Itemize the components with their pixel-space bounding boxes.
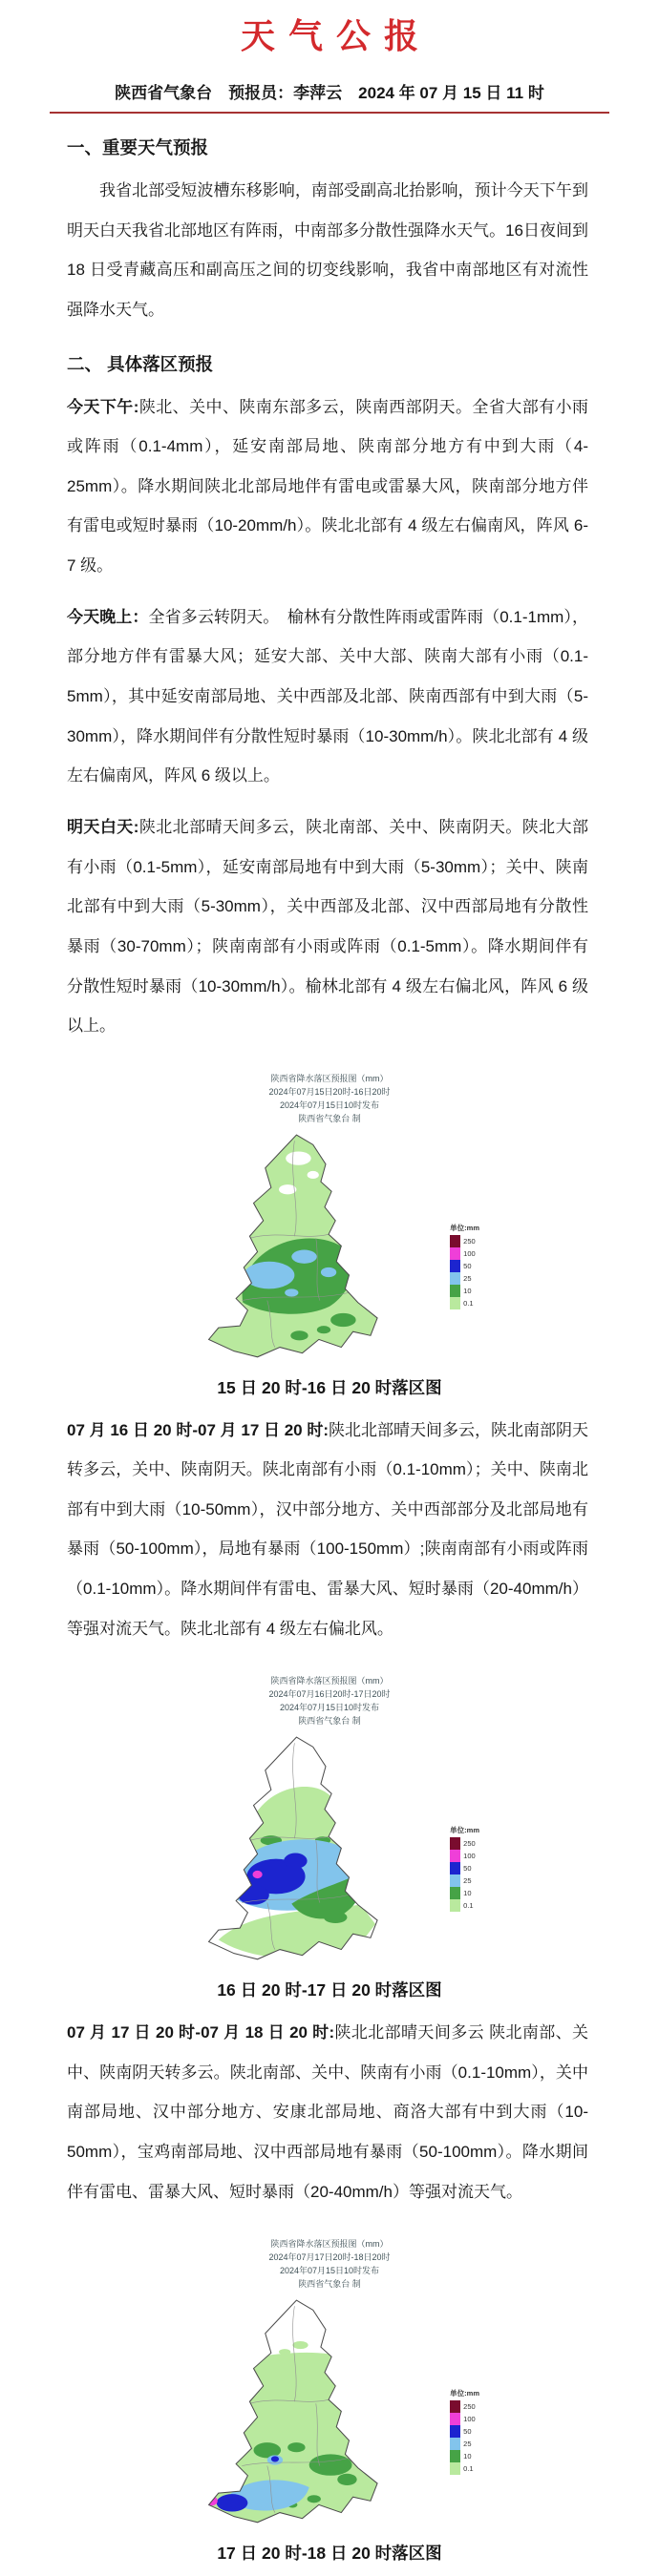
legend-entry	[450, 2462, 479, 2475]
weather-bulletin-document	[0, 10, 659, 2576]
forecast-paragraph-tonight	[67, 597, 588, 796]
legend-color-swatch	[450, 1247, 460, 1260]
forecast-paragraph-this-afternoon	[67, 387, 588, 586]
legend-color-swatch	[450, 1285, 460, 1297]
map-title-line: 2024年07月15日20时-16日20时	[268, 1086, 391, 1097]
map-title-line: 陕西省气象台 制	[298, 2279, 361, 2290]
important-weather-paragraph: 我省北部受短波槽东移影响，南部受副高北抬影响，预计今天下午到明天白天我省北部地区有阵雨，中南部多分散性强降水天气。16日夜间到 18 日受青藏高压和副高压之间的切变线影响，我省中南部地区有对流性强降水天气。	[67, 181, 588, 319]
legend-value-label: 50	[463, 2427, 472, 2437]
legend-entry	[450, 1260, 479, 1272]
paragraph-lead: 今天下午:	[67, 397, 139, 416]
map-title-lines	[0, 1675, 659, 1728]
legend-title: 单位:mm	[450, 1223, 479, 1232]
map-title-line: 2024年07月17日20时-18日20时	[268, 2252, 391, 2263]
map-caption: 15 日 20 时-16 日 20 时落区图	[217, 1377, 442, 1397]
forecast-paragraph-16th-17th	[67, 1411, 588, 1649]
legend-title: 单位:mm	[450, 1826, 479, 1835]
legend-color-swatch	[450, 1874, 460, 1887]
section-heading-important-weather: 一、重要天气预报	[67, 137, 209, 157]
paragraph-text: 陕北北部晴天间多云，陕北南部、关中、陕南阴天。陕北大部有小雨（0.1-5mm），延安南部局地有中到大雨（5-30mm）；关中、陕南北部有中到大雨（5-30mm），关中西部及北部、汉中西部局地有分散性暴雨（30-70mm）；陕南南部有小雨或阵雨（0.1-5mm）。降水期间伴有分散性短时暴雨（10-30mm/h）。榆林北部有 4 级左右偏北风，阵风 6 级以上。	[67, 817, 588, 1036]
legend-value-label: 0.1	[463, 1901, 474, 1911]
paragraph-text: 全省多云转阴天。 榆林有分散性阵雨或雷阵雨（0.1-1mm），部分地方伴有雷暴大风；延安大部、关中大部、陕南大部有小雨（0.1-5mm），其中延安南部局地、关中西部及北部、陕南西部有中到大雨（5-30mm），降水期间伴有分散性短时暴雨（10-30mm/h）。陕北北部有 4 级左右偏南风，阵风 6 级以上。	[67, 607, 589, 785]
legend-color-swatch	[450, 2438, 460, 2450]
paragraph-text: 陕北北部晴天间多云 陕北南部、关中、陕南阴天转多云。陕北南部、关中、陕南有小雨（0.1-10mm），关中南部局地、汉中部分地方、安康北部局地、商洛大部有中到大雨（10-50mm），宝鸡南部局地、汉中西部局地有暴雨（50-100mm）。降水期间伴有雷电、雷暴大风、短时暴雨（20-40mm/h）等强对流天气。	[67, 2023, 588, 2201]
paragraph-lead: 明天白天:	[67, 817, 139, 836]
legend-title: 单位:mm	[450, 2389, 479, 2398]
map-title-lines	[0, 2238, 659, 2292]
legend-value-label: 250	[463, 2402, 476, 2412]
legend-entry	[450, 1235, 479, 1247]
legend-color-swatch	[450, 2400, 460, 2413]
map-title-line: 2024年07月16日20时-17日20时	[268, 1689, 391, 1700]
precip-map-figure-day1	[0, 1073, 659, 1399]
map-canvas	[172, 2294, 487, 2535]
legend-value-label: 25	[463, 1273, 472, 1283]
legend-entry	[450, 2438, 479, 2450]
legend-value-label: 50	[463, 1261, 472, 1270]
legend-color-swatch	[450, 1850, 460, 1862]
section-heading-detail-forecast: 二、 具体落区预报	[67, 353, 214, 374]
paragraph-lead: 07 月 16 日 20 时-07 月 17 日 20 时:	[67, 1420, 330, 1439]
map-canvas	[172, 1129, 487, 1370]
legend-color-swatch	[450, 1887, 460, 1899]
legend-entry	[450, 1247, 479, 1260]
legend-value-label: 0.1	[463, 2464, 474, 2474]
legend-value-label: 50	[463, 1864, 472, 1874]
map-title-line: 2024年07月15日10时发布	[279, 1703, 380, 1713]
legend-color-swatch	[450, 1837, 460, 1850]
legend-entry	[450, 2425, 479, 2438]
header-line: 陕西省气象台 预报员：李萍云 2024 年 07 月 15 日 11 时	[50, 79, 609, 114]
legend-value-label: 250	[463, 1236, 476, 1246]
legend-value-label: 100	[463, 1852, 476, 1861]
legend-color-swatch	[450, 1272, 460, 1285]
legend-entry	[450, 1285, 479, 1297]
legend-entry	[450, 1297, 479, 1309]
legend-entry	[450, 1862, 479, 1874]
map-title-line: 陕西省降水落区预报图（mm）	[270, 1676, 389, 1686]
map-title-line: 陕西省降水落区预报图（mm）	[270, 2239, 389, 2250]
map-title-line: 陕西省气象台 制	[298, 1716, 361, 1727]
legend-entry	[450, 2400, 479, 2413]
legend-entry	[450, 1837, 479, 1850]
map-legend	[450, 1825, 479, 1912]
body-text-column	[0, 1411, 659, 1649]
legend-entry	[450, 1874, 479, 1887]
legend-color-swatch	[450, 2450, 460, 2462]
legend-entry	[450, 1850, 479, 1862]
paragraph-lead: 今天晚上：	[67, 607, 149, 626]
map-title-line: 2024年07月15日10时发布	[279, 2266, 380, 2276]
legend-entry	[450, 1887, 479, 1899]
map-legend	[450, 2388, 479, 2475]
shaanxi-precip-map	[199, 1731, 404, 1970]
paragraph-text: 陕北、关中、陕南东部多云，陕南西部阴天。全省大部有小雨或阵雨（0.1-4mm），延安南部局地、陕南部分地方有中到大雨（4-25mm）。降水期间陕北北部局地伴有雷电或雷暴大风，陕南部分地方伴有雷电或短时暴雨（10-20mm/h）。陕北北部有 4 级左右偏南风，阵风 6-7 级。	[67, 397, 588, 576]
bulletin-title: 天气公报	[240, 16, 432, 55]
legend-value-label: 100	[463, 1248, 476, 1258]
legend-entry	[450, 2413, 479, 2425]
legend-value-label: 250	[463, 1839, 476, 1849]
legend-value-label: 100	[463, 2415, 476, 2424]
legend-entry	[450, 2450, 479, 2462]
legend-value-label: 0.1	[463, 1298, 474, 1308]
legend-color-swatch	[450, 1235, 460, 1247]
legend-color-swatch	[450, 1297, 460, 1309]
map-title-line: 2024年07月15日10时发布	[279, 1100, 380, 1110]
precip-map-figure-day3	[0, 2238, 659, 2565]
forecast-paragraph-tomorrow-day	[67, 807, 588, 1046]
shaanxi-precip-map	[199, 2294, 404, 2533]
legend-value-label: 25	[463, 1876, 472, 1886]
map-legend	[450, 1223, 479, 1309]
legend-color-swatch	[450, 1862, 460, 1874]
legend-color-swatch	[450, 2462, 460, 2475]
legend-entry	[450, 1272, 479, 1285]
paragraph-lead: 07 月 17 日 20 时-07 月 18 日 20 时:	[67, 2023, 335, 2042]
precip-map-figure-day2	[0, 1675, 659, 2001]
legend-color-swatch	[450, 1260, 460, 1272]
shaanxi-precip-map	[199, 1129, 404, 1368]
body-text-column	[0, 2013, 659, 2211]
map-caption: 16 日 20 时-17 日 20 时落区图	[217, 1980, 442, 2000]
map-caption: 17 日 20 时-18 日 20 时落区图	[217, 2544, 442, 2564]
forecast-paragraph-17th-18th	[67, 2013, 588, 2211]
paragraph-text: 陕北北部晴天间多云，陕北南部阴天转多云，关中、陕南阴天。陕北南部有小雨（0.1-10mm）；关中、陕南北部有中到大雨（10-50mm），汉中部分地方、关中西部部分及北部局地有暴雨（50-100mm），局地有暴雨（100-150mm）;陕南南部有小雨或阵雨（0.1-10mm）。降水期间伴有雷电、雷暴大风、短时暴雨（20-40mm/h）等强对流天气。陕北北部有 4 级左右偏北风。	[67, 1420, 589, 1638]
map-title-lines	[0, 1073, 659, 1126]
legend-color-swatch	[450, 2413, 460, 2425]
legend-value-label: 10	[463, 1889, 472, 1898]
legend-color-swatch	[450, 1899, 460, 1912]
body-text-column	[0, 135, 659, 1046]
legend-value-label: 10	[463, 2452, 472, 2461]
map-title-line: 陕西省降水落区预报图（mm）	[270, 1073, 389, 1083]
legend-color-swatch	[450, 2425, 460, 2438]
map-canvas	[172, 1731, 487, 1972]
legend-value-label: 10	[463, 1286, 472, 1295]
legend-entry	[450, 1899, 479, 1912]
map-title-line: 陕西省气象台 制	[298, 1113, 361, 1123]
legend-value-label: 25	[463, 2440, 472, 2449]
